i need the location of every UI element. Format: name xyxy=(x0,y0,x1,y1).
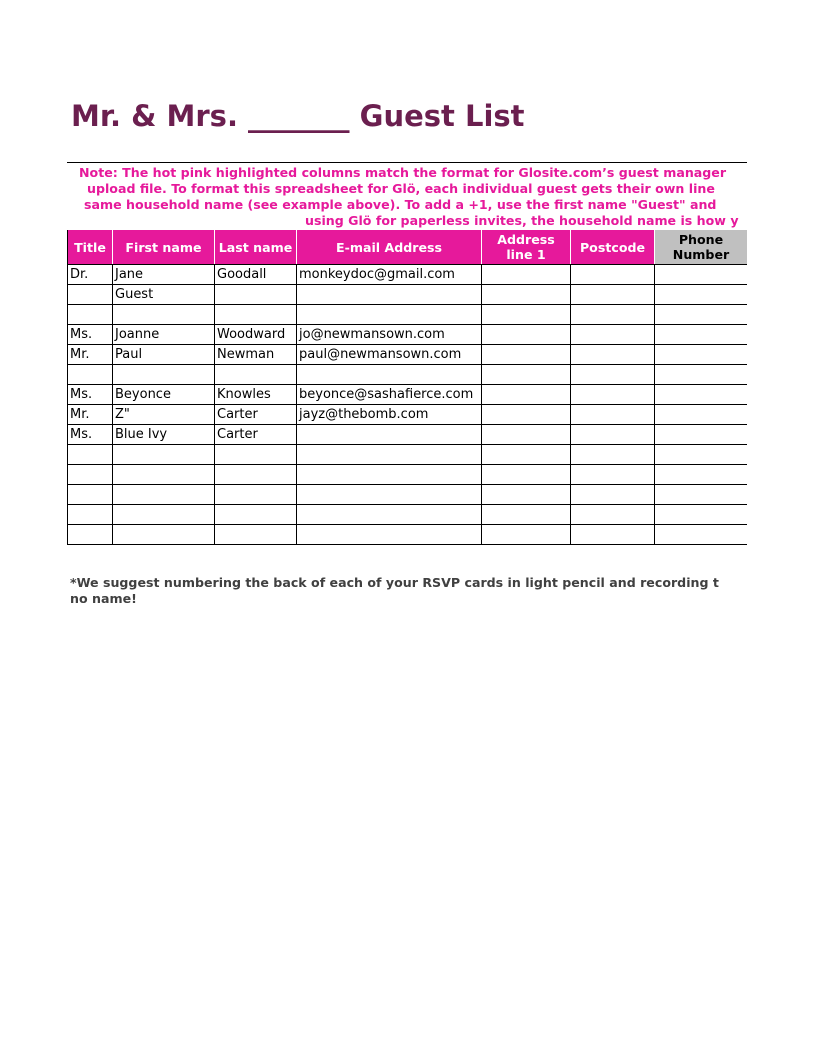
cell-postcode[interactable] xyxy=(571,305,655,325)
format-note xyxy=(67,165,747,229)
cell-title[interactable]: Mr. xyxy=(68,405,113,425)
cell-title[interactable]: Mr. xyxy=(68,345,113,365)
guest-list-table xyxy=(67,229,747,545)
cell-postcode[interactable] xyxy=(571,265,655,285)
cell-first-name[interactable] xyxy=(113,305,215,325)
column-header-email[interactable]: E-mail Address xyxy=(297,230,482,265)
cell-phone[interactable] xyxy=(655,285,748,305)
cell-address[interactable] xyxy=(482,505,571,525)
cell-email[interactable] xyxy=(297,525,482,545)
cell-title[interactable]: Ms. xyxy=(68,325,113,345)
cell-title[interactable] xyxy=(68,485,113,505)
cell-email[interactable]: monkeydoc@gmail.com xyxy=(297,265,482,285)
cell-first-name[interactable]: Jane xyxy=(113,265,215,285)
table-row xyxy=(68,425,748,445)
cell-first-name[interactable]: Joanne xyxy=(113,325,215,345)
cell-phone[interactable] xyxy=(655,485,748,505)
cell-last-name[interactable]: Carter xyxy=(215,405,297,425)
cell-title[interactable] xyxy=(68,365,113,385)
cell-address[interactable] xyxy=(482,465,571,485)
cell-postcode[interactable] xyxy=(571,485,655,505)
cell-title[interactable] xyxy=(68,445,113,465)
cell-last-name[interactable] xyxy=(215,285,297,305)
cell-address[interactable] xyxy=(482,325,571,345)
table-row xyxy=(68,405,748,425)
cell-postcode[interactable] xyxy=(571,345,655,365)
cell-title[interactable] xyxy=(68,285,113,305)
note-line: using Glö for paperless invites, the household name is how y xyxy=(305,213,739,228)
cell-title[interactable] xyxy=(68,525,113,545)
cell-last-name[interactable]: Woodward xyxy=(215,325,297,345)
note-line: same household name (see example above). To add a +1, use the first name "Guest" and xyxy=(84,197,717,212)
column-header-first-name[interactable]: First name xyxy=(113,230,215,265)
cell-email[interactable] xyxy=(297,445,482,465)
cell-phone[interactable] xyxy=(655,385,748,405)
cell-postcode[interactable] xyxy=(571,505,655,525)
cell-address[interactable] xyxy=(482,525,571,545)
cell-phone[interactable] xyxy=(655,305,748,325)
cell-last-name[interactable] xyxy=(215,445,297,465)
table-row xyxy=(68,265,748,285)
cell-first-name[interactable]: Beyonce xyxy=(113,385,215,405)
cell-address[interactable] xyxy=(482,345,571,365)
cell-last-name[interactable] xyxy=(215,465,297,485)
cell-first-name[interactable]: Z" xyxy=(113,405,215,425)
cell-title[interactable] xyxy=(68,505,113,525)
cell-title[interactable] xyxy=(68,305,113,325)
cell-address[interactable] xyxy=(482,265,571,285)
column-header-postcode[interactable]: Postcode xyxy=(571,230,655,265)
cell-address[interactable] xyxy=(482,305,571,325)
cell-title[interactable]: Ms. xyxy=(68,385,113,405)
table-row xyxy=(68,325,748,345)
title-divider xyxy=(67,162,747,163)
cell-address[interactable] xyxy=(482,385,571,405)
cell-last-name[interactable] xyxy=(215,485,297,505)
table-row xyxy=(68,365,748,385)
table-row xyxy=(68,505,748,525)
cell-phone[interactable] xyxy=(655,405,748,425)
cell-last-name[interactable] xyxy=(215,365,297,385)
column-header-last-name[interactable]: Last name xyxy=(215,230,297,265)
footer-line: *We suggest numbering the back of each of your RSVP cards in light pencil and recording t xyxy=(70,575,719,590)
cell-postcode[interactable] xyxy=(571,405,655,425)
cell-email[interactable] xyxy=(297,365,482,385)
cell-address[interactable] xyxy=(482,485,571,505)
cell-email[interactable]: jo@newmansown.com xyxy=(297,325,482,345)
footer-line: no name! xyxy=(70,591,137,606)
cell-email[interactable] xyxy=(297,505,482,525)
cell-first-name[interactable] xyxy=(113,485,215,505)
cell-title[interactable]: Ms. xyxy=(68,425,113,445)
cell-address[interactable] xyxy=(482,285,571,305)
column-header-phone[interactable]: Phone Number xyxy=(655,230,748,265)
cell-postcode[interactable] xyxy=(571,525,655,545)
table-header-row xyxy=(68,230,748,265)
cell-phone[interactable] xyxy=(655,465,748,485)
cell-last-name[interactable]: Carter xyxy=(215,425,297,445)
cell-phone[interactable] xyxy=(655,265,748,285)
table-row xyxy=(68,485,748,505)
cell-email[interactable] xyxy=(297,425,482,445)
cell-email[interactable] xyxy=(297,465,482,485)
cell-first-name[interactable] xyxy=(113,365,215,385)
cell-postcode[interactable] xyxy=(571,465,655,485)
cell-address[interactable] xyxy=(482,445,571,465)
cell-first-name[interactable]: Guest xyxy=(113,285,215,305)
table-row xyxy=(68,465,748,485)
cell-title[interactable] xyxy=(68,465,113,485)
cell-last-name[interactable]: Knowles xyxy=(215,385,297,405)
cell-email[interactable]: beyonce@sashafierce.com xyxy=(297,385,482,405)
spreadsheet-page xyxy=(67,0,747,1057)
cell-phone[interactable] xyxy=(655,365,748,385)
cell-postcode[interactable] xyxy=(571,425,655,445)
column-header-title[interactable]: Title xyxy=(68,230,113,265)
cell-first-name[interactable] xyxy=(113,505,215,525)
cell-first-name[interactable]: Paul xyxy=(113,345,215,365)
cell-last-name[interactable]: Goodall xyxy=(215,265,297,285)
cell-first-name[interactable] xyxy=(113,465,215,485)
table-row xyxy=(68,525,748,545)
table-row xyxy=(68,305,748,325)
page-title: Mr. & Mrs. _______ Guest List xyxy=(71,99,525,133)
cell-first-name[interactable]: Blue Ivy xyxy=(113,425,215,445)
column-header-address[interactable]: Address line 1 xyxy=(482,230,571,265)
cell-postcode[interactable] xyxy=(571,365,655,385)
cell-address[interactable] xyxy=(482,425,571,445)
table-row xyxy=(68,385,748,405)
table-row xyxy=(68,345,748,365)
cell-address[interactable] xyxy=(482,365,571,385)
cell-last-name[interactable] xyxy=(215,305,297,325)
cell-first-name[interactable] xyxy=(113,525,215,545)
cell-phone[interactable] xyxy=(655,345,748,365)
cell-email[interactable] xyxy=(297,485,482,505)
cell-phone[interactable] xyxy=(655,325,748,345)
cell-address[interactable] xyxy=(482,405,571,425)
cell-phone[interactable] xyxy=(655,525,748,545)
guest-table-body xyxy=(68,265,748,545)
cell-email[interactable]: paul@newmansown.com xyxy=(297,345,482,365)
note-line: upload file. To format this spreadsheet for Glö, each individual guest gets their own line xyxy=(87,181,715,196)
cell-phone[interactable] xyxy=(655,505,748,525)
cell-postcode[interactable] xyxy=(571,285,655,305)
cell-title[interactable]: Dr. xyxy=(68,265,113,285)
cell-postcode[interactable] xyxy=(571,325,655,345)
table-row xyxy=(68,445,748,465)
cell-last-name[interactable]: Newman xyxy=(215,345,297,365)
cell-last-name[interactable] xyxy=(215,505,297,525)
rsvp-suggestion-note xyxy=(70,575,747,607)
cell-email[interactable] xyxy=(297,285,482,305)
cell-phone[interactable] xyxy=(655,425,748,445)
note-line: Note: The hot pink highlighted columns match the format for Glosite.com’s guest manager xyxy=(79,165,727,180)
table-row xyxy=(68,285,748,305)
cell-phone[interactable] xyxy=(655,445,748,465)
cell-email[interactable]: jayz@thebomb.com xyxy=(297,405,482,425)
cell-email[interactable] xyxy=(297,305,482,325)
cell-last-name[interactable] xyxy=(215,525,297,545)
cell-postcode[interactable] xyxy=(571,445,655,465)
cell-postcode[interactable] xyxy=(571,385,655,405)
cell-first-name[interactable] xyxy=(113,445,215,465)
